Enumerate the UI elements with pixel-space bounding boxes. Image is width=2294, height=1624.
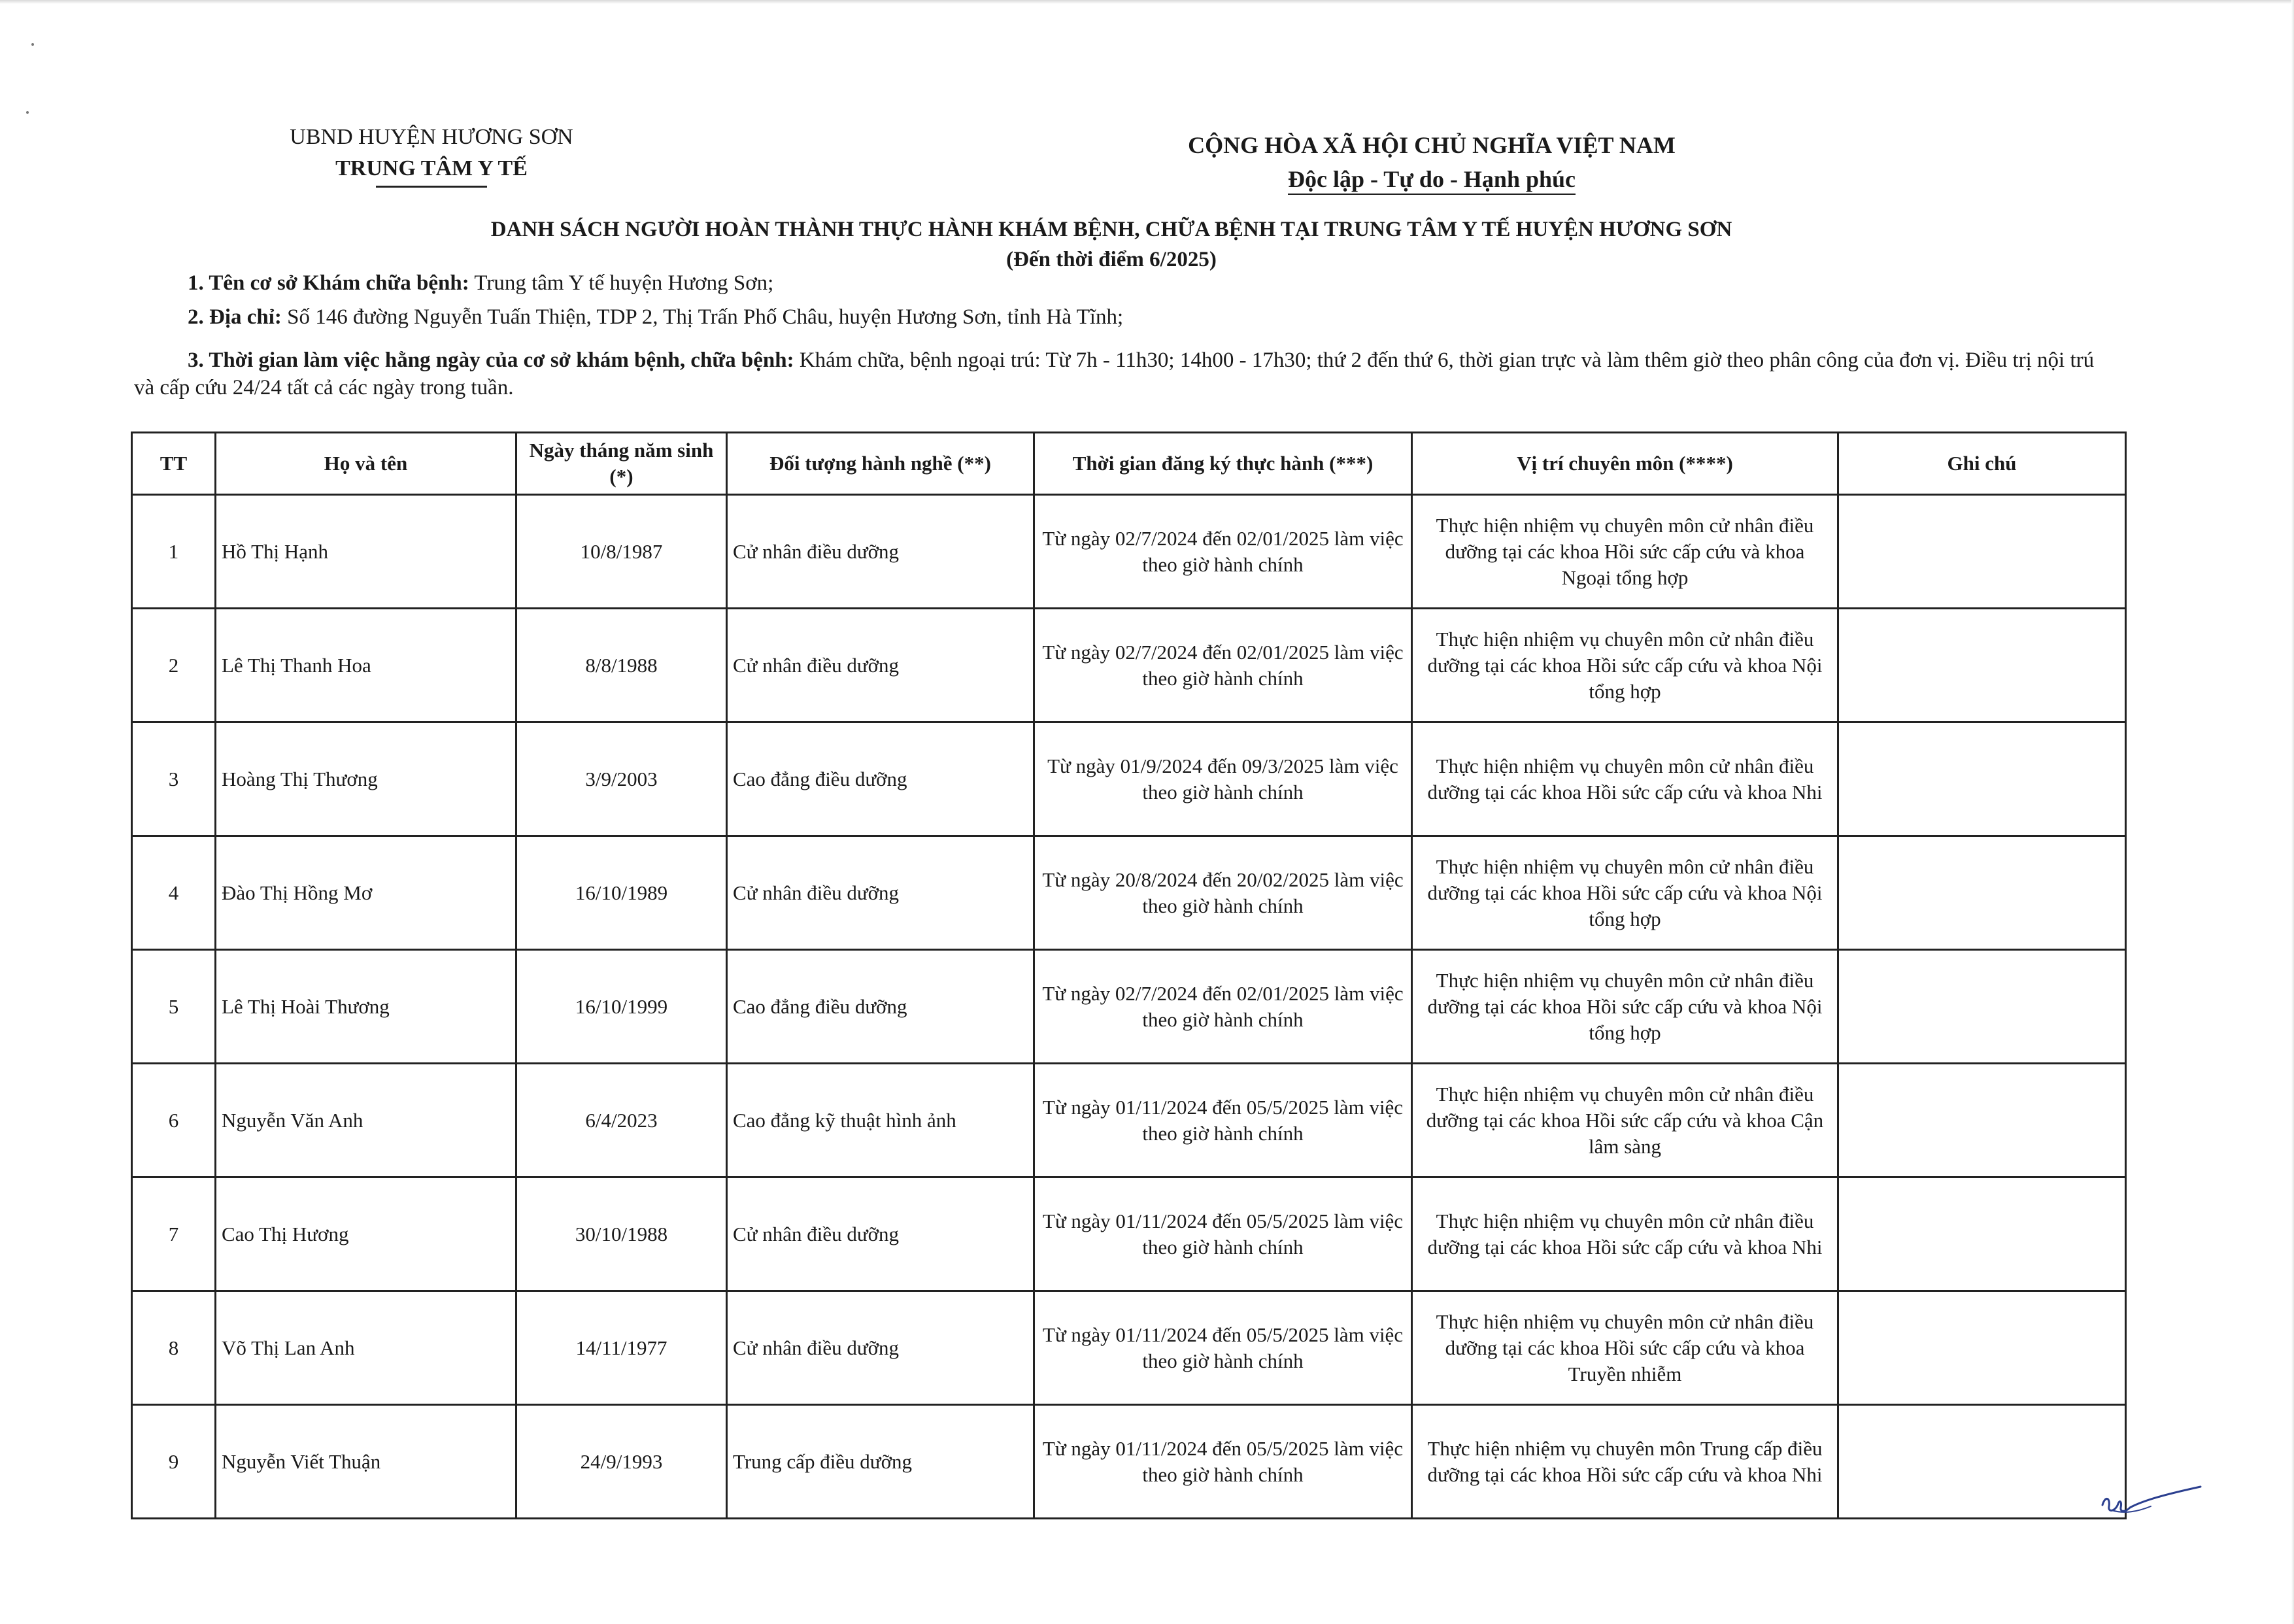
cell-period: Từ ngày 01/11/2024 đến 05/5/2025 làm việc theo giờ hành chính — [1034, 1291, 1412, 1405]
cell-tt: 2 — [132, 609, 216, 722]
cell-position: Thực hiện nhiệm vụ chuyên môn cử nhân điều dưỡng tại các khoa Hồi sức cấp cứu và khoa Ngoại tổng hợp — [1412, 495, 1838, 609]
cell-dob: 6/4/2023 — [516, 1064, 727, 1177]
cell-dob: 24/9/1993 — [516, 1405, 727, 1519]
scan-right-edge — [2291, 0, 2294, 1624]
cell-role: Cử nhân điều dưỡng — [727, 1177, 1034, 1291]
table-row — [132, 836, 2126, 950]
cell-name: Nguyễn Viết Thuận — [216, 1405, 516, 1519]
header-position: Vị trí chuyên môn (****) — [1412, 433, 1838, 495]
cell-note — [1838, 722, 2126, 836]
title-sub: (Đến thời điểm 6/2025) — [1006, 248, 1217, 271]
table-row — [132, 1291, 2126, 1405]
header-period: Thời gian đăng ký thực hành (***) — [1034, 433, 1412, 495]
cell-position: Thực hiện nhiệm vụ chuyên môn cử nhân điều dưỡng tại các khoa Hồi sức cấp cứu và khoa Nội tổng hợp — [1412, 836, 1838, 950]
issuer-center: TRUNG TÂM Y TẾ — [335, 156, 528, 180]
cell-note — [1838, 836, 2126, 950]
cell-note — [1838, 1291, 2126, 1405]
table-row — [132, 950, 2126, 1064]
cell-tt: 8 — [132, 1291, 216, 1405]
cell-dob: 30/10/1988 — [516, 1177, 727, 1291]
cell-period: Từ ngày 01/9/2024 đến 09/3/2025 làm việc theo giờ hành chính — [1034, 722, 1412, 836]
cell-tt: 3 — [132, 722, 216, 836]
cell-dob: 8/8/1988 — [516, 609, 727, 722]
cell-period: Từ ngày 20/8/2024 đến 20/02/2025 làm việc theo giờ hành chính — [1034, 836, 1412, 950]
cell-dob: 16/10/1999 — [516, 950, 727, 1064]
cell-tt: 5 — [132, 950, 216, 1064]
cell-name: Võ Thị Lan Anh — [216, 1291, 516, 1405]
cell-dob: 14/11/1977 — [516, 1291, 727, 1405]
cell-role: Cao đẳng kỹ thuật hình ảnh — [727, 1064, 1034, 1177]
cell-note — [1838, 1177, 2126, 1291]
table-row — [132, 609, 2126, 722]
cell-role: Cử nhân điều dưỡng — [727, 1291, 1034, 1405]
cell-role: Trung cấp điều dưỡng — [727, 1405, 1034, 1519]
national-header — [1111, 128, 1752, 196]
document-title — [327, 214, 1896, 275]
table-row — [132, 1177, 2126, 1291]
cell-period: Từ ngày 01/11/2024 đến 05/5/2025 làm việc theo giờ hành chính — [1034, 1177, 1412, 1291]
cell-note — [1838, 1405, 2126, 1519]
issuer-underline — [376, 186, 487, 188]
cell-name: Đào Thị Hồng Mơ — [216, 836, 516, 950]
cell-name: Lê Thị Thanh Hoa — [216, 609, 516, 722]
cell-period: Từ ngày 02/7/2024 đến 02/01/2025 làm việc theo giờ hành chính — [1034, 609, 1412, 722]
info-address-value: Số 146 đường Nguyễn Tuấn Thiện, TDP 2, Thị Trấn Phố Châu, huyện Hương Sơn, tỉnh Hà Tĩnh; — [287, 305, 1124, 329]
table-header-row — [132, 433, 2126, 495]
info-hours — [134, 347, 2108, 401]
cell-role: Cử nhân điều dưỡng — [727, 836, 1034, 950]
cell-position: Thực hiện nhiệm vụ chuyên môn cử nhân điều dưỡng tại các khoa Hồi sức cấp cứu và khoa Nội tổng hợp — [1412, 950, 1838, 1064]
cell-tt: 6 — [132, 1064, 216, 1177]
signature-mark — [2099, 1478, 2203, 1523]
title-main: DANH SÁCH NGƯỜI HOÀN THÀNH THỰC HÀNH KHÁM BỆNH, CHỮA BỆNH TẠI TRUNG TÂM Y TẾ HUYỆN HƯƠNG SƠN — [490, 218, 1732, 241]
cell-dob: 10/8/1987 — [516, 495, 727, 609]
cell-note — [1838, 609, 2126, 722]
issuer-header — [275, 122, 588, 188]
info-facility-label: 1. Tên cơ sở Khám chữa bệnh: — [188, 271, 469, 295]
cell-tt: 4 — [132, 836, 216, 950]
cell-tt: 9 — [132, 1405, 216, 1519]
scan-speck — [26, 111, 29, 114]
info-facility — [134, 269, 2108, 297]
cell-position: Thực hiện nhiệm vụ chuyên môn cử nhân điều dưỡng tại các khoa Hồi sức cấp cứu và khoa Nhi — [1412, 1177, 1838, 1291]
cell-name: Nguyễn Văn Anh — [216, 1064, 516, 1177]
cell-position: Thực hiện nhiệm vụ chuyên môn cử nhân điều dưỡng tại các khoa Hồi sức cấp cứu và khoa Truyền nhiễm — [1412, 1291, 1838, 1405]
cell-tt: 7 — [132, 1177, 216, 1291]
info-hours-label: 3. Thời gian làm việc hằng ngày của cơ sở khám bệnh, chữa bệnh: — [188, 348, 794, 372]
cell-position: Thực hiện nhiệm vụ chuyên môn Trung cấp điều dưỡng tại các khoa Hồi sức cấp cứu và khoa Nhi — [1412, 1405, 1838, 1519]
cell-role: Cử nhân điều dưỡng — [727, 609, 1034, 722]
table-row — [132, 1405, 2126, 1519]
cell-note — [1838, 950, 2126, 1064]
issuer-district: UBND HUYỆN HƯƠNG SƠN — [290, 125, 573, 149]
cell-name: Cao Thị Hương — [216, 1177, 516, 1291]
cell-role: Cao đẳng điều dưỡng — [727, 950, 1034, 1064]
cell-role: Cao đẳng điều dưỡng — [727, 722, 1034, 836]
cell-dob: 3/9/2003 — [516, 722, 727, 836]
info-hours-value: Khám chữa, bệnh ngoại trú: Từ 7h - 11h30; 14h00 - 17h30; thứ 2 đến thứ 6, thời gian trực và làm thêm giờ theo phân công của đơn vị. Điều trị nội trú và cấp cứu 24/24 tất cả các ngày trong tuần. — [134, 348, 2095, 399]
cell-name: Hồ Thị Hạnh — [216, 495, 516, 609]
cell-period: Từ ngày 02/7/2024 đến 02/01/2025 làm việc theo giờ hành chính — [1034, 495, 1412, 609]
practitioner-table — [131, 431, 2127, 1519]
cell-position: Thực hiện nhiệm vụ chuyên môn cử nhân điều dưỡng tại các khoa Hồi sức cấp cứu và khoa Nhi — [1412, 722, 1838, 836]
header-note: Ghi chú — [1838, 433, 2126, 495]
table-row — [132, 722, 2126, 836]
scan-speck — [31, 43, 34, 46]
scan-top-edge — [0, 0, 2294, 4]
cell-period: Từ ngày 01/11/2024 đến 05/5/2025 làm việc theo giờ hành chính — [1034, 1405, 1412, 1519]
table-row — [132, 1064, 2126, 1177]
table-row — [132, 495, 2126, 609]
cell-note — [1838, 495, 2126, 609]
cell-period: Từ ngày 01/11/2024 đến 05/5/2025 làm việc theo giờ hành chính — [1034, 1064, 1412, 1177]
national-motto: Độc lập - Tự do - Hạnh phúc — [1288, 165, 1576, 195]
info-address — [134, 303, 2108, 331]
cell-name: Lê Thị Hoài Thương — [216, 950, 516, 1064]
info-facility-value: Trung tâm Y tế huyện Hương Sơn; — [474, 271, 774, 295]
cell-name: Hoàng Thị Thương — [216, 722, 516, 836]
cell-period: Từ ngày 02/7/2024 đến 02/01/2025 làm việc theo giờ hành chính — [1034, 950, 1412, 1064]
national-title: CỘNG HÒA XÃ HỘI CHỦ NGHĨA VIỆT NAM — [1188, 132, 1676, 158]
cell-tt: 1 — [132, 495, 216, 609]
header-role: Đối tượng hành nghề (**) — [727, 433, 1034, 495]
header-name: Họ và tên — [216, 433, 516, 495]
cell-position: Thực hiện nhiệm vụ chuyên môn cử nhân điều dưỡng tại các khoa Hồi sức cấp cứu và khoa Nội tổng hợp — [1412, 609, 1838, 722]
info-address-label: 2. Địa chỉ: — [188, 305, 282, 329]
cell-dob: 16/10/1989 — [516, 836, 727, 950]
header-tt: TT — [132, 433, 216, 495]
header-dob: Ngày tháng năm sinh (*) — [516, 433, 727, 495]
cell-role: Cử nhân điều dưỡng — [727, 495, 1034, 609]
cell-note — [1838, 1064, 2126, 1177]
cell-position: Thực hiện nhiệm vụ chuyên môn cử nhân điều dưỡng tại các khoa Hồi sức cấp cứu và khoa Cận lâm sàng — [1412, 1064, 1838, 1177]
